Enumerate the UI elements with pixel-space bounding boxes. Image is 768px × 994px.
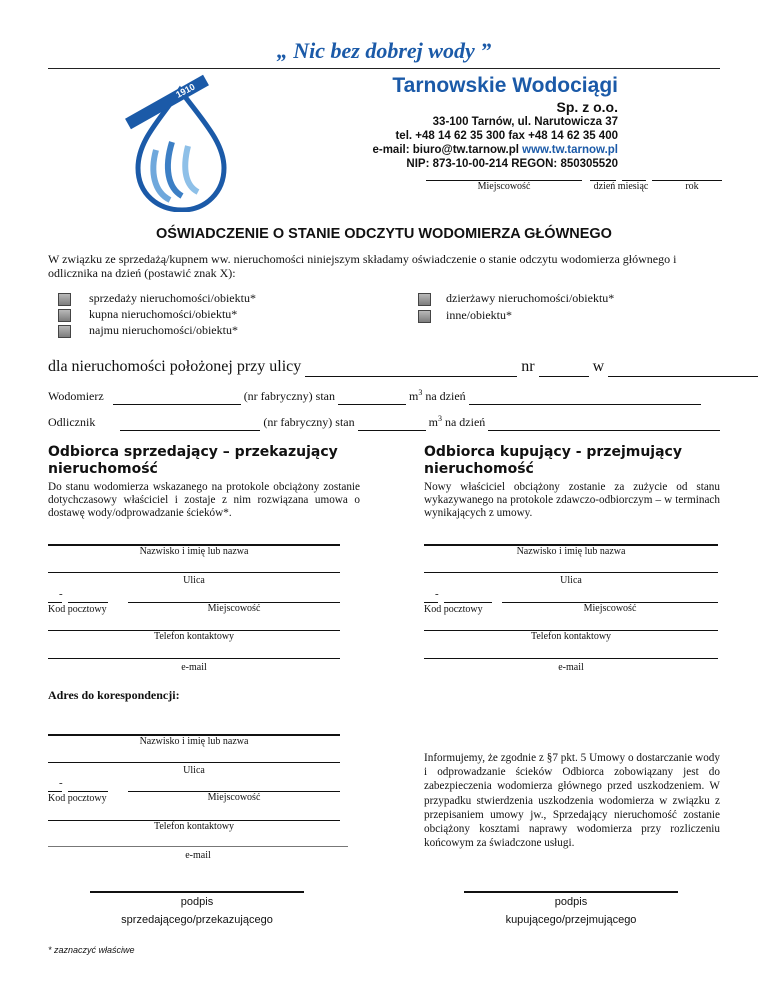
- corr-postal-field-a[interactable]: [48, 791, 62, 792]
- logo-year: 1910: [174, 81, 197, 100]
- place-field[interactable]: [426, 180, 582, 192]
- seller-name-label: Nazwisko i imię lub nazwa: [139, 546, 249, 557]
- corr-email-label: e-mail: [185, 850, 211, 861]
- buyer-heading: Odbiorca kupujący - przejmujący nieruchomość: [424, 444, 682, 477]
- buyer-phone-label: Telefon kontaktowy: [530, 631, 612, 642]
- main-meter-unit: $m^3$: [408, 388, 423, 403]
- seller-city-label: Miejscowość: [207, 603, 261, 614]
- corr-city-label: Miejscowość: [207, 792, 261, 803]
- buyer-email-label: e-mail: [558, 662, 584, 673]
- checkbox-lease[interactable]: [418, 293, 431, 306]
- checkbox-rent[interactable]: [58, 325, 71, 338]
- corr-phone-field[interactable]: [48, 820, 340, 832]
- option-sale-label: sprzedaży nieruchomości/obiektu*: [89, 291, 256, 305]
- option-rent-label: najmu nieruchomości/obiektu*: [89, 323, 238, 337]
- header-divider: [48, 68, 720, 69]
- company-address: 33-100 Tarnów, ul. Narutowicza 37: [432, 116, 618, 128]
- main-meter-row: [48, 388, 701, 405]
- buyer-name-label: Nazwisko i imię lub nazwa: [516, 546, 626, 557]
- option-purchase[interactable]: [58, 306, 256, 322]
- seller-email-label: e-mail: [181, 662, 207, 673]
- option-purchase-label: kupna nieruchomości/obiektu*: [89, 307, 238, 321]
- sub-meter-reading-field[interactable]: [358, 415, 426, 431]
- company-email: biuro@tw.tarnow.pl: [412, 144, 519, 156]
- property-line: [48, 358, 758, 377]
- main-meter-day-label: na dzień: [425, 389, 466, 403]
- option-lease[interactable]: [418, 290, 614, 306]
- company-form: Sp. z o.o.: [556, 99, 618, 115]
- checkbox-purchase[interactable]: [58, 309, 71, 322]
- year-field[interactable]: [652, 180, 722, 192]
- buyer-signature-label-2: kupującego/przejmującego: [505, 914, 637, 926]
- seller-city-field[interactable]: [128, 602, 340, 614]
- buyer-phone-field[interactable]: [424, 630, 718, 642]
- footnote: * zaznaczyć właściwe: [48, 945, 135, 955]
- sub-meter-label: Odlicznik: [48, 415, 96, 429]
- motto: „ Nic bez dobrej wody ”: [276, 38, 492, 63]
- seller-postal-field-b[interactable]: [68, 602, 108, 603]
- buyer-street-field[interactable]: [424, 572, 718, 586]
- sub-meter-row: [48, 414, 720, 431]
- seller-email-field[interactable]: [48, 658, 340, 673]
- correspondence-label: Adres do korespondencji:: [48, 688, 180, 702]
- option-sale[interactable]: [58, 290, 256, 306]
- seller-phone-field[interactable]: [48, 630, 340, 642]
- corr-name-field[interactable]: [48, 734, 340, 747]
- main-meter-fabr-label: (nr fabryczny) stan: [243, 389, 335, 403]
- place-label: Miejscowość: [477, 181, 531, 192]
- main-meter-serial-field[interactable]: [113, 389, 241, 405]
- property-street-field[interactable]: [305, 358, 517, 377]
- main-meter-date-field[interactable]: [469, 389, 701, 405]
- corr-postal-field-b[interactable]: [68, 791, 108, 792]
- checkbox-other[interactable]: [418, 310, 431, 323]
- property-street-prefix: dla nieruchomości położonej przy ulicy: [48, 358, 302, 375]
- buyer-city-label: Miejscowość: [583, 603, 637, 614]
- seller-text: Do stanu wodomierza wskazanego na protokole obciążony zostanie dotychczasowy właściciel i zostaje z nim rozwiązana umowa o dostawę wody/odprowadzanie ścieków*.: [48, 481, 360, 519]
- year-label: rok: [685, 181, 699, 192]
- property-nr-field[interactable]: [539, 358, 589, 377]
- buyer-street-label: Ulica: [560, 575, 582, 586]
- sub-meter-fabr-label: (nr fabryczny) stan: [263, 415, 355, 429]
- seller-postal-label: Kod pocztowy: [48, 604, 107, 615]
- seller-street-field[interactable]: [48, 572, 340, 586]
- option-other-label: inne/obiektu*: [446, 308, 512, 322]
- option-other[interactable]: [418, 307, 614, 323]
- buyer-name-field[interactable]: [424, 544, 718, 557]
- seller-signature[interactable]: [90, 891, 304, 929]
- checkbox-sale[interactable]: [58, 293, 71, 306]
- corr-phone-label: Telefon kontaktowy: [153, 821, 235, 832]
- buyer-signature-label-1: podpis: [554, 896, 588, 908]
- property-city-field[interactable]: [608, 358, 758, 377]
- day-month-label: dzień miesiąc: [593, 181, 649, 192]
- company-email-line: [372, 143, 618, 157]
- property-w-label: w: [592, 358, 605, 375]
- sub-meter-unit: $m^3$: [428, 414, 442, 429]
- option-rent[interactable]: [58, 322, 256, 338]
- seller-signature-label-1: podpis: [180, 896, 214, 908]
- sub-meter-serial-field[interactable]: [120, 415, 260, 431]
- seller-postal-dash: -: [59, 588, 63, 600]
- corr-postal-label: Kod pocztowy: [48, 793, 107, 804]
- info-text: Informujemy, że zgodnie z §7 pkt. 5 Umowy o dostarczanie wody i odprowadzanie ścieków Odbiorca zobowiązany jest do zabezpieczenia wodomierza głównego przed uszkodzeniem. W przypadku stwierdzenia uszkodzenia wodomierza w związku z przepisaniem umowy jw., Sprzedający nieruchomość zostanie obciążony kosztami naprawy wodomierza przy rozliczeniu końcowym za świadczone usługi.: [424, 752, 720, 850]
- option-lease-label: dzierżawy nieruchomości/obiektu*: [446, 291, 615, 305]
- options-left: [58, 290, 256, 338]
- buyer-postal-field-b[interactable]: [444, 602, 492, 603]
- company-logo: [120, 72, 240, 212]
- document-title: OŚWIADCZENIE O STANIE ODCZYTU WODOMIERZA GŁÓWNEGO: [156, 226, 612, 242]
- corr-city-field[interactable]: [128, 791, 340, 803]
- company-website[interactable]: www.tw.tarnow.pl: [522, 144, 618, 156]
- options-right: [418, 290, 614, 323]
- buyer-email-field[interactable]: [424, 658, 718, 673]
- corr-name-label: Nazwisko i imię lub nazwa: [139, 736, 249, 747]
- email-label: e-mail:: [372, 144, 410, 156]
- corr-postal-city: [48, 777, 340, 812]
- main-meter-reading-field[interactable]: [338, 389, 406, 405]
- company-contact: [372, 115, 618, 171]
- buyer-postal-label: Kod pocztowy: [424, 604, 483, 615]
- seller-name-field[interactable]: [48, 544, 340, 557]
- seller-postal-field-a[interactable]: [48, 602, 62, 603]
- seller-street-label: Ulica: [183, 575, 205, 586]
- buyer-postal-dash: -: [435, 588, 439, 600]
- corr-email-field[interactable]: [48, 846, 348, 861]
- buyer-postal-city: [424, 588, 718, 623]
- main-meter-label: Wodomierz: [48, 389, 104, 403]
- property-nr-label: nr: [521, 358, 535, 375]
- sub-meter-day-label: na dzień: [444, 415, 486, 429]
- company-nip-regon: NIP: 873-10-00-214 REGON: 850305520: [406, 158, 618, 170]
- seller-signature-label-2: sprzedającego/przekazującego: [121, 914, 273, 926]
- seller-heading: Odbiorca sprzedający – przekazujący nieruchomość: [48, 444, 338, 477]
- seller-postal-city: [48, 588, 340, 623]
- seller-phone-label: Telefon kontaktowy: [153, 631, 235, 642]
- buyer-postal-field-a[interactable]: [424, 602, 438, 603]
- corr-street-label: Ulica: [183, 765, 205, 776]
- buyer-signature[interactable]: [464, 891, 678, 929]
- buyer-text: Nowy właściciel obciążony zostanie za zużycie od stanu wykazywanego na protokole zdawczo-odbiorczym – w terminach wynikających z umowy.: [424, 481, 720, 519]
- corr-street-field[interactable]: [48, 762, 340, 776]
- company-name: Tarnowskie Wodociągi: [392, 74, 618, 97]
- sub-meter-date-field[interactable]: [488, 415, 720, 431]
- intro-text: W związku ze sprzedażą/kupnem ww. nieruchomości niniejszym składamy oświadczenie o stanie odczytu wodomierza głównego i odlicznika na dzień (postawić znak X):: [48, 252, 677, 280]
- company-phone: tel. +48 14 62 35 300 fax +48 14 62 35 400: [395, 130, 618, 142]
- corr-postal-dash: -: [59, 777, 63, 789]
- buyer-city-field[interactable]: [502, 602, 718, 614]
